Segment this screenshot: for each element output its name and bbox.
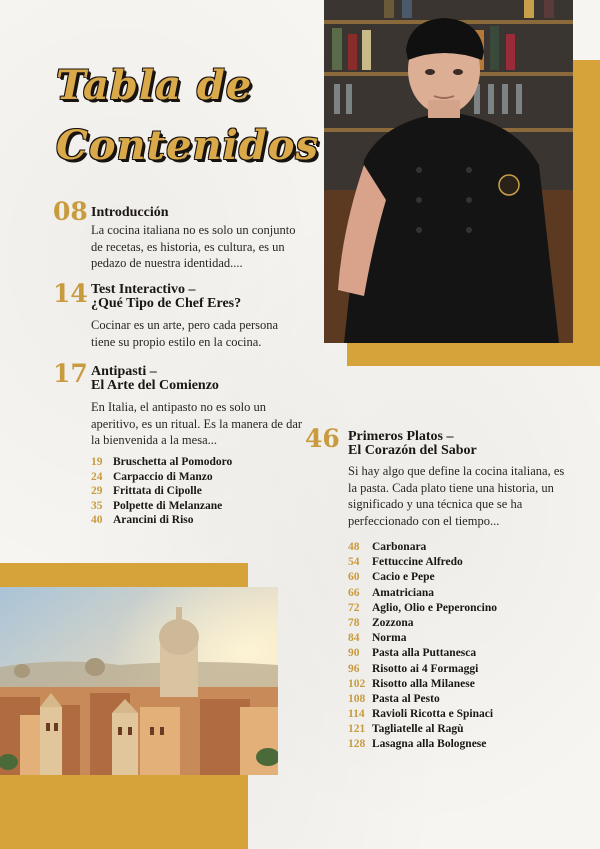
list-item[interactable]: 90 Pasta alla Puttanesca [348, 647, 477, 660]
list-item[interactable]: 29 Frittata di Cipolle [91, 485, 202, 498]
page-title-line1: Tabla de [56, 62, 253, 109]
section-description: La cocina italiana no es solo un conjunto de recetas, es historia, es cultura, es un pedazo de nuestra identidad.... [91, 223, 296, 270]
list-item[interactable]: 48 Carbonara [348, 541, 427, 553]
list-item[interactable]: 40 Arancini di Riso [91, 514, 194, 527]
list-item[interactable]: 78 Zozzona [348, 616, 414, 629]
section-description: Si hay algo que define la cocina italiana, es la pasta. Cada plato tiene una historia, un significado y una técnica que se ha perfeccionado con el tiempo... [348, 464, 565, 528]
rome-skyline-photo [0, 587, 278, 775]
section-page-number: 08 [53, 197, 88, 226]
list-item[interactable]: 128 Lasagna alla Bolognese [348, 738, 487, 751]
gold-block-left-bottom [0, 775, 248, 849]
list-item[interactable]: 19 Bruschetta al Pomodoro [91, 456, 233, 468]
list-item[interactable]: 35 Polpette di Melanzane [91, 499, 223, 512]
section-description: En Italia, el antipasto no es solo un aperitivo, es un ritual. Es la manera de dar la bienvenida a la mesa... [91, 400, 303, 447]
page-title-line2: Contenidos [56, 122, 319, 169]
list-item[interactable]: 60 Cacio e Pepe [348, 571, 435, 584]
section-page-number: 14 [53, 279, 88, 308]
section-heading: Test Interactivo – ¿Qué Tipo de Chef Eres? [91, 282, 242, 311]
antipasti-list [91, 455, 232, 528]
section-description: Cocinar es un arte, pero cada persona tiene su propio estilo en la cocina. [91, 318, 279, 349]
primeros-list [348, 540, 497, 753]
list-item[interactable]: 121 Tagliatelle al Ragù [348, 723, 464, 736]
list-item[interactable]: 114 Ravioli Ricotta e Spinaci [348, 708, 494, 721]
chef-photo [324, 0, 573, 343]
section-heading: Primeros Platos – El Corazón del Sabor [348, 429, 477, 458]
list-item[interactable]: 72 Aglio, Olio e Peperoncino [348, 601, 498, 614]
list-item[interactable]: 24 Carpaccio di Manzo [91, 470, 213, 483]
section-page-number: 17 [53, 359, 88, 388]
list-item[interactable]: 54 Fettuccine Alfredo [348, 556, 463, 569]
section-heading: Introducción [91, 205, 169, 220]
list-item[interactable]: 66 Amatriciana [348, 586, 434, 599]
section-heading: Antipasti – El Arte del Comienzo [91, 364, 219, 393]
list-item[interactable]: 96 Risotto ai 4 Formaggi [348, 662, 479, 675]
section-page-number: 46 [305, 424, 340, 453]
gold-block-left-top [0, 563, 248, 587]
list-item[interactable]: 84 Norma [348, 632, 407, 645]
list-item[interactable]: 108 Pasta al Pesto [348, 692, 440, 705]
list-item[interactable]: 102 Risotto alla Milanese [348, 677, 475, 690]
